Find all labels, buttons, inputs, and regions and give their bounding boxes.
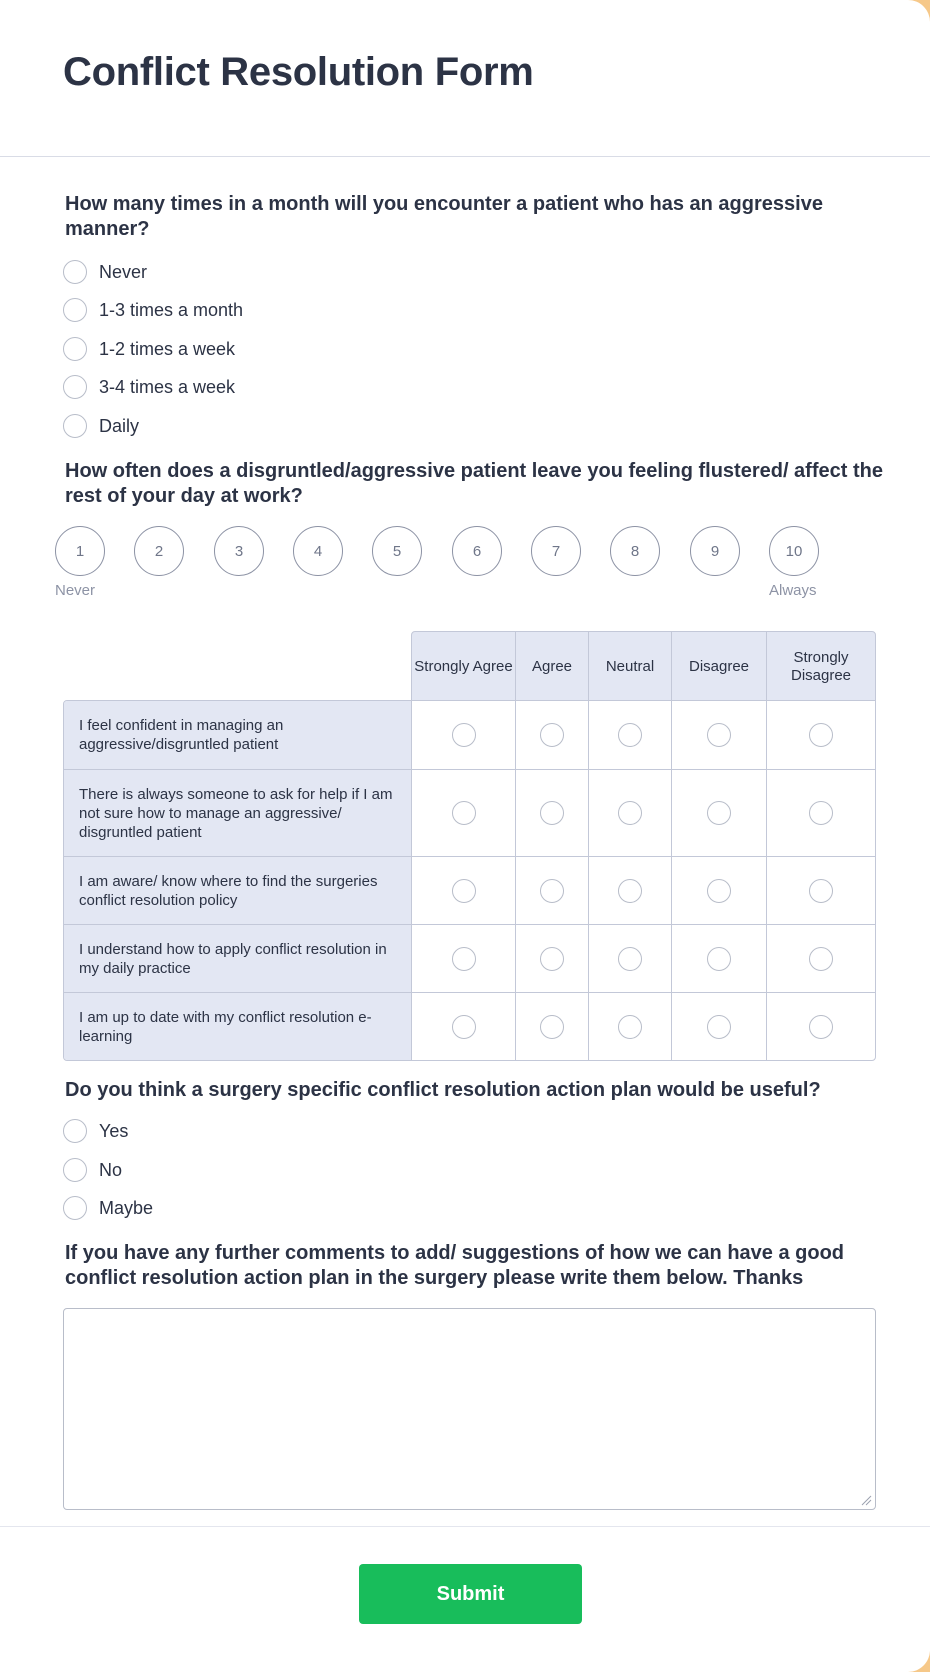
matrix-col-strongly-agree: Strongly Agree — [414, 657, 513, 675]
matrix-cell[interactable] — [671, 701, 766, 769]
matrix-col-strongly-disagree: Strongly Disagree — [766, 632, 875, 701]
matrix-cell[interactable] — [412, 701, 515, 769]
radio-button[interactable] — [809, 947, 833, 971]
matrix-cell[interactable] — [588, 701, 671, 769]
radio-button[interactable] — [540, 879, 564, 903]
form-title: Conflict Resolution Form — [63, 50, 534, 94]
radio-button[interactable] — [452, 879, 476, 903]
radio-button[interactable] — [63, 1119, 87, 1143]
matrix-cell[interactable] — [412, 770, 515, 856]
option-label: Never — [99, 261, 148, 282]
scale-option-4[interactable]: 4 — [293, 526, 343, 576]
radio-button[interactable] — [809, 723, 833, 747]
matrix-header-row — [411, 631, 876, 701]
question-flustered-scale: How often does a disgruntled/aggressive patient leave you feeling flustered/ affect the rest of your day at work? — [65, 460, 883, 507]
option-1-3-month[interactable] — [63, 297, 243, 323]
option-label: 3-4 times a week — [99, 376, 236, 397]
option-never[interactable] — [63, 259, 147, 285]
matrix-row-label: There is always someone to ask for help if I am not sure how to manage an aggressive/ disgruntled patient — [64, 770, 412, 856]
radio-button[interactable] — [618, 879, 642, 903]
option-label: Maybe — [99, 1197, 154, 1218]
matrix-row — [64, 769, 875, 856]
radio-button[interactable] — [618, 947, 642, 971]
option-maybe[interactable] — [63, 1195, 153, 1221]
radio-button[interactable] — [63, 298, 87, 322]
matrix-cell[interactable] — [412, 857, 515, 924]
radio-button[interactable] — [63, 1196, 87, 1220]
option-label: Yes — [99, 1120, 129, 1141]
scale-max-label: Always — [769, 582, 817, 599]
matrix-row — [64, 701, 875, 769]
form-header — [0, 0, 930, 157]
matrix-cell[interactable] — [515, 857, 588, 924]
radio-button[interactable] — [809, 801, 833, 825]
matrix-row-label: I am up to date with my conflict resolution e-learning — [64, 993, 412, 1060]
matrix-cell[interactable] — [515, 925, 588, 992]
matrix-cell[interactable] — [588, 857, 671, 924]
option-no[interactable] — [63, 1157, 122, 1183]
submit-button[interactable]: Submit — [359, 1564, 582, 1624]
matrix-row — [64, 924, 875, 992]
question-action-plan-useful: Do you think a surgery specific conflict resolution action plan would be useful? — [65, 1079, 821, 1101]
matrix-cell[interactable] — [588, 925, 671, 992]
scale-option-10[interactable]: 10 — [769, 526, 819, 576]
scale-option-7[interactable]: 7 — [531, 526, 581, 576]
matrix-cell[interactable] — [766, 993, 875, 1060]
matrix-cell[interactable] — [515, 770, 588, 856]
scale-option-2[interactable]: 2 — [134, 526, 184, 576]
option-label: Daily — [99, 415, 140, 436]
radio-button[interactable] — [707, 1015, 731, 1039]
radio-button[interactable] — [540, 723, 564, 747]
matrix-cell[interactable] — [671, 770, 766, 856]
option-label: 1-3 times a month — [99, 299, 244, 320]
matrix-row-label: I feel confident in managing an aggressive/disgruntled patient — [64, 701, 412, 769]
matrix-cell[interactable] — [412, 993, 515, 1060]
matrix-col-disagree: Disagree — [671, 632, 766, 701]
matrix-row-label: I understand how to apply conflict resolution in my daily practice — [64, 925, 412, 992]
radio-button[interactable] — [618, 723, 642, 747]
matrix-cell[interactable] — [588, 993, 671, 1060]
option-daily[interactable] — [63, 413, 139, 439]
radio-button[interactable] — [618, 1015, 642, 1039]
scale-option-8[interactable]: 8 — [610, 526, 660, 576]
agreement-matrix — [63, 631, 876, 1061]
radio-button[interactable] — [707, 801, 731, 825]
radio-button[interactable] — [707, 879, 731, 903]
radio-button[interactable] — [618, 801, 642, 825]
matrix-cell[interactable] — [588, 770, 671, 856]
matrix-cell[interactable] — [412, 925, 515, 992]
scale-option-6[interactable]: 6 — [452, 526, 502, 576]
radio-button[interactable] — [809, 1015, 833, 1039]
matrix-row — [64, 856, 875, 924]
radio-button[interactable] — [452, 1015, 476, 1039]
matrix-cell[interactable] — [515, 993, 588, 1060]
footer-divider — [0, 1526, 930, 1527]
radio-button[interactable] — [452, 723, 476, 747]
radio-button[interactable] — [707, 723, 731, 747]
radio-button[interactable] — [63, 1158, 87, 1182]
scale-option-9[interactable]: 9 — [690, 526, 740, 576]
matrix-col-neutral: Neutral — [588, 632, 671, 701]
scale-min-label: Never — [55, 582, 96, 599]
scale-option-5[interactable]: 5 — [372, 526, 422, 576]
resize-handle-icon[interactable] — [860, 1494, 872, 1506]
radio-button[interactable] — [452, 947, 476, 971]
matrix-row — [64, 992, 875, 1060]
matrix-cell[interactable] — [766, 857, 875, 924]
matrix-body — [63, 700, 876, 1061]
matrix-cell[interactable] — [515, 701, 588, 769]
matrix-cell[interactable] — [766, 701, 875, 769]
option-3-4-week[interactable] — [63, 374, 235, 400]
scale-option-1[interactable]: 1 — [55, 526, 105, 576]
radio-button[interactable] — [63, 375, 87, 399]
matrix-cell[interactable] — [766, 770, 875, 856]
radio-button[interactable] — [63, 337, 87, 361]
option-label: No — [99, 1159, 123, 1180]
radio-button[interactable] — [452, 801, 476, 825]
radio-button[interactable] — [540, 947, 564, 971]
matrix-cell[interactable] — [671, 993, 766, 1060]
option-yes[interactable] — [63, 1118, 128, 1144]
matrix-row-label: I am aware/ know where to find the surgeries conflict resolution policy — [64, 857, 412, 924]
comments-textarea[interactable] — [63, 1308, 876, 1510]
option-label: 1-2 times a week — [99, 338, 236, 359]
radio-button[interactable] — [809, 879, 833, 903]
matrix-cell[interactable] — [766, 925, 875, 992]
matrix-col-agree: Agree — [515, 632, 588, 701]
question-further-comments: If you have any further comments to add/ suggestions of how we can have a good conflict resolution action plan in the surgery please write them below. Thanks — [65, 1242, 845, 1289]
radio-button[interactable] — [540, 801, 564, 825]
radio-button[interactable] — [707, 947, 731, 971]
matrix-cell[interactable] — [671, 857, 766, 924]
radio-button[interactable] — [540, 1015, 564, 1039]
radio-button[interactable] — [63, 260, 87, 284]
matrix-cell[interactable] — [671, 925, 766, 992]
option-1-2-week[interactable] — [63, 336, 235, 362]
question-encounter-frequency: How many times in a month will you encounter a patient who has an aggressive manner? — [65, 193, 823, 240]
radio-button[interactable] — [63, 414, 87, 438]
scale-option-3[interactable]: 3 — [214, 526, 264, 576]
